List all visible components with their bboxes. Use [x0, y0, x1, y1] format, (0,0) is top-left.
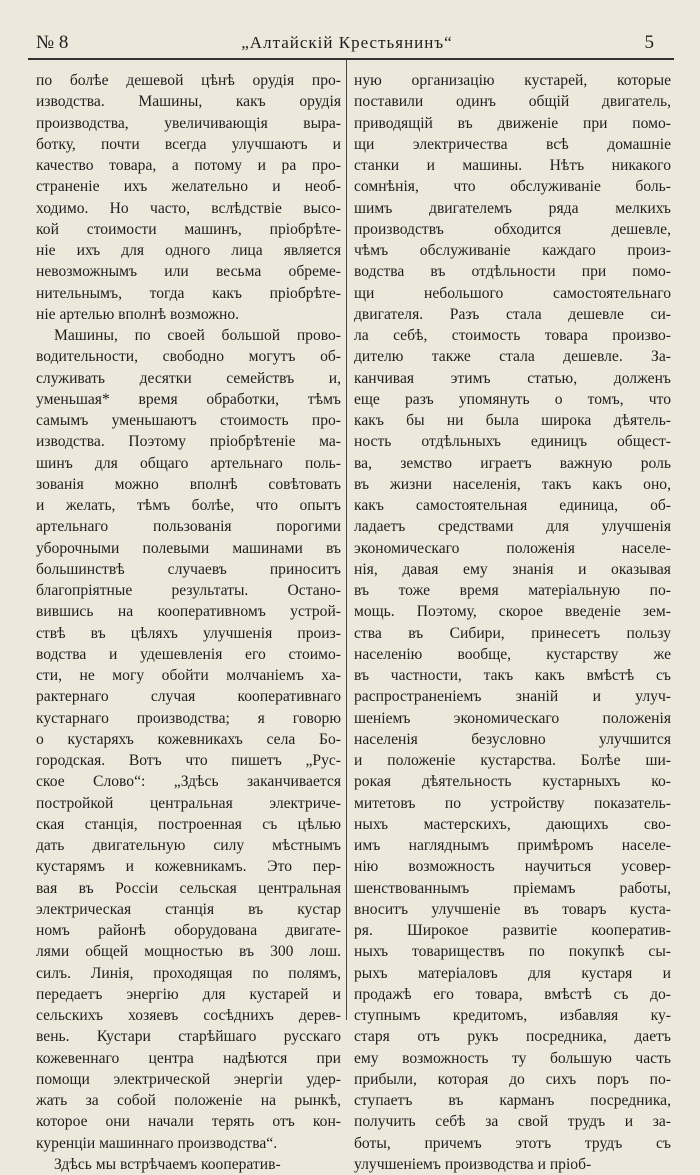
text-line: постройкой центральная электриче- [36, 794, 341, 812]
text-line: двигателя. Разъ стала дешевле си- [354, 305, 671, 323]
text-line: щи небольшого самостоятельнаго [354, 284, 671, 302]
text-line: въ частности, такъ какъ вмѣстѣ съ [354, 667, 671, 684]
text-line: дать двигательную силу мѣстнымъ [36, 837, 341, 854]
text-line: электрическая станція въ кустар [36, 900, 341, 918]
text-line: уменьшая* время обработки, тѣмъ [36, 390, 341, 408]
text-line: большинствѣ случаевъ приноситъ [36, 560, 341, 578]
text-line: рыхъ матеріаловъ для кустаря и [354, 964, 671, 982]
page-header [28, 30, 666, 60]
text-line: ніе артелью вполнѣ возможно. [36, 305, 240, 323]
text-line: ность отдѣльныхъ единицъ общест- [354, 433, 671, 451]
text-line: ладаетъ средствами для улучшенія [354, 518, 671, 536]
text-line: зованія можно вполнѣ совѣтовать [36, 475, 341, 493]
text-line: щи электричества всѣ домашніе [354, 135, 671, 153]
text-line: водительности, свободно могутъ об- [36, 348, 341, 366]
text-line: поставили одинъ общій двигатель, [354, 93, 671, 111]
text-line: Машины, по своей большой прово- [54, 327, 341, 344]
text-line: вившись на кооперативномъ устрой- [36, 603, 341, 621]
text-line: ступнымъ кредитомъ, избавляя ку- [354, 1007, 671, 1024]
column-divider [346, 60, 347, 1020]
header-rule [28, 58, 674, 60]
text-line: какъ бы ни была широка дѣятель- [354, 412, 671, 429]
text-line: силъ. Линія, проходящая по полямъ, [36, 964, 341, 982]
text-line: качество товара, а потому и ра про- [36, 157, 341, 174]
text-line: производствъ обходится дешевле, [354, 220, 671, 238]
text-line: ніе ихъ для одного лица является [36, 242, 341, 259]
text-line: благопріятные результаты. Остано- [36, 582, 341, 599]
text-line: населенія безусловно улучшится [354, 730, 671, 748]
text-line: передаетъ энергію для кустарей и [36, 985, 341, 1003]
text-line: вая въ Россіи сельская центральная [36, 879, 341, 897]
page-number: 5 [644, 32, 654, 53]
text-line: о кустаряхъ кожевникахъ села Бо- [36, 730, 341, 748]
text-line: какъ самостоятельная единица, об- [354, 497, 671, 514]
text-line: прибыли, которая до сихъ поръ по- [354, 1070, 671, 1088]
text-line: ствѣ въ цѣляхъ улучшенія произ- [36, 624, 341, 642]
text-line: сти, не могу обойти молчаніемъ ха- [36, 667, 341, 684]
text-line: ему возможность ту большую часть [354, 1049, 671, 1067]
text-line: изводства. Поэтому пріобрѣтеніе ма- [36, 433, 341, 451]
issue-number: № 8 [36, 32, 69, 53]
text-line: шеніемъ экономическаго положенія [354, 709, 671, 727]
text-line: жать за собой положеніе на рынкѣ, [36, 1092, 341, 1109]
text-line: еще разъ упомянуть о томъ, что [354, 390, 671, 408]
text-line: которое они начали терять отъ кон- [36, 1113, 341, 1131]
text-line: чѣмъ обслуживаніе каждаго произ- [354, 242, 671, 259]
text-line: шинъ для общаго артельнаго поль- [36, 454, 341, 472]
text-line: и желать, тѣмъ болѣе, что опытъ [36, 497, 341, 514]
text-line: помощи электрической энергіи удер- [36, 1070, 341, 1088]
text-line: шимъ двигателемъ ряда мелкихъ [354, 199, 671, 217]
text-line: артельнаго пользованія порогими [36, 518, 341, 536]
text-line: старя отъ рукъ посредника, даетъ [354, 1028, 671, 1046]
text-line: канчивая этимъ статью, долженъ [354, 369, 671, 387]
text-line: ходимо. Но часто, вслѣдствіе высо- [36, 199, 341, 217]
text-line: самымъ уменьшаютъ стоимость про- [36, 412, 341, 429]
text-line: экономическаго положенія населе- [354, 539, 671, 557]
text-line: кустарнаго производства; я говорю [36, 709, 341, 727]
text-line: вень. Кустари старѣйшаго русскаго [36, 1028, 341, 1046]
text-line: ныхъ мастерскихъ, дающихъ сво- [354, 815, 671, 833]
text-line: ла себѣ, стоимость товара произво- [354, 327, 671, 344]
text-line: рокая дѣятельность кустарныхъ ко- [354, 773, 671, 791]
text-line: производства, увеличивающія выра- [36, 114, 341, 132]
text-line: служивать десятки семействъ и, [36, 369, 341, 387]
text-line: номъ районѣ оборудована двигате- [36, 922, 341, 939]
page-footer [0, 1024, 700, 1057]
text-line: страненіе ихъ желательно и необ- [36, 178, 341, 196]
text-line: уборочными полевыми машинами въ [36, 539, 341, 557]
text-line: митетовъ по устройству показатель- [354, 794, 671, 812]
text-line: и положеніе кустарства. Болѣе ши- [354, 752, 671, 769]
text-line: нительнымъ, тогда какъ пріобрѣте- [36, 284, 341, 302]
text-line: по болѣе дешевой цѣнѣ орудія про- [36, 72, 341, 89]
text-line: изводства. Машины, какъ орудія [36, 93, 341, 111]
text-line: мощь. Поэтому, скорое введеніе зем- [354, 603, 671, 621]
text-line: ныхъ товариществъ по покупкѣ сы- [354, 943, 671, 961]
text-line: распространеніемъ знаній и улуч- [354, 688, 671, 706]
text-line: куренціи машиннаго производства“. [36, 1134, 278, 1152]
text-line: ства въ Сибири, принесетъ пользу [354, 624, 671, 642]
text-line: вноситъ улучшеніе въ товаръ куста- [354, 900, 671, 918]
text-line: получить себѣ за свой трудъ и за- [354, 1113, 671, 1131]
text-line: дителю также стала дешевле. За- [354, 348, 671, 366]
text-line: рактернаго случая кооперативнаго [36, 688, 341, 706]
text-line: водства и удешевленія его стоимо- [36, 645, 341, 663]
text-line: ва, земство играетъ важную роль [354, 454, 671, 472]
text-line: имъ нагляднымъ примѣромъ населе- [354, 837, 671, 854]
text-line: улучшеніемъ производства и пріоб- [354, 1155, 592, 1173]
text-line: ботку, почти всегда улучшаютъ и [36, 135, 341, 153]
text-line: боты, причемъ этотъ трудъ съ [354, 1134, 671, 1152]
text-line: приводящій въ движеніе при помо- [354, 114, 671, 132]
text-line: въ тоже время матеріальную по- [354, 582, 671, 599]
text-line: нію возможность научиться усовер- [354, 858, 671, 876]
text-line: кой стоимости машинъ, пріобрѣте- [36, 220, 341, 238]
text-line: станки и машины. Нѣтъ никакого [354, 157, 671, 174]
text-line: ную организацію кустарей, которые [354, 72, 671, 89]
text-line: ря. Широкое развитіе кооператив- [354, 922, 671, 939]
text-line: ступаетъ въ карманъ посредника, [354, 1092, 671, 1109]
text-line: ская станція, построенная съ цѣлью [36, 815, 341, 833]
text-line: невозможнымъ или весьма обреме- [36, 263, 341, 281]
right-column [354, 70, 671, 1175]
text-line: сомнѣнія, что обслуживаніе боль- [354, 178, 671, 196]
text-line: въ жизни населенія, такъ какъ оно, [354, 475, 671, 493]
text-line: городская. Вотъ что пишетъ „Рус- [36, 752, 341, 769]
text-line: населенію вообще, кустарству же [354, 645, 671, 663]
text-line: Здѣсь мы встрѣчаемъ кооператив- [54, 1155, 281, 1173]
left-column [36, 70, 341, 1175]
newspaper-title: „Алтайскій Крестьянинъ“ [241, 33, 453, 52]
text-line: нія, давая ему знанія и оказывая [354, 560, 671, 578]
text-line: кожевеннаго центра надѣются при [36, 1049, 341, 1067]
text-line: шенствованнымъ пріемамъ работы, [354, 879, 671, 897]
text-line: водства въ отдѣльности при помо- [354, 263, 671, 281]
text-line: сельскихъ хозяевъ сосѣднихъ дерев- [36, 1007, 341, 1024]
text-line: ское Слово“: „Здѣсь заканчивается [36, 773, 341, 791]
text-line: лями общей мощностью въ 300 лош. [36, 943, 341, 961]
text-line: продажѣ его товара, вмѣстѣ съ до- [354, 985, 671, 1003]
text-line: кустарямъ и кожевникамъ. Это пер- [36, 858, 341, 876]
